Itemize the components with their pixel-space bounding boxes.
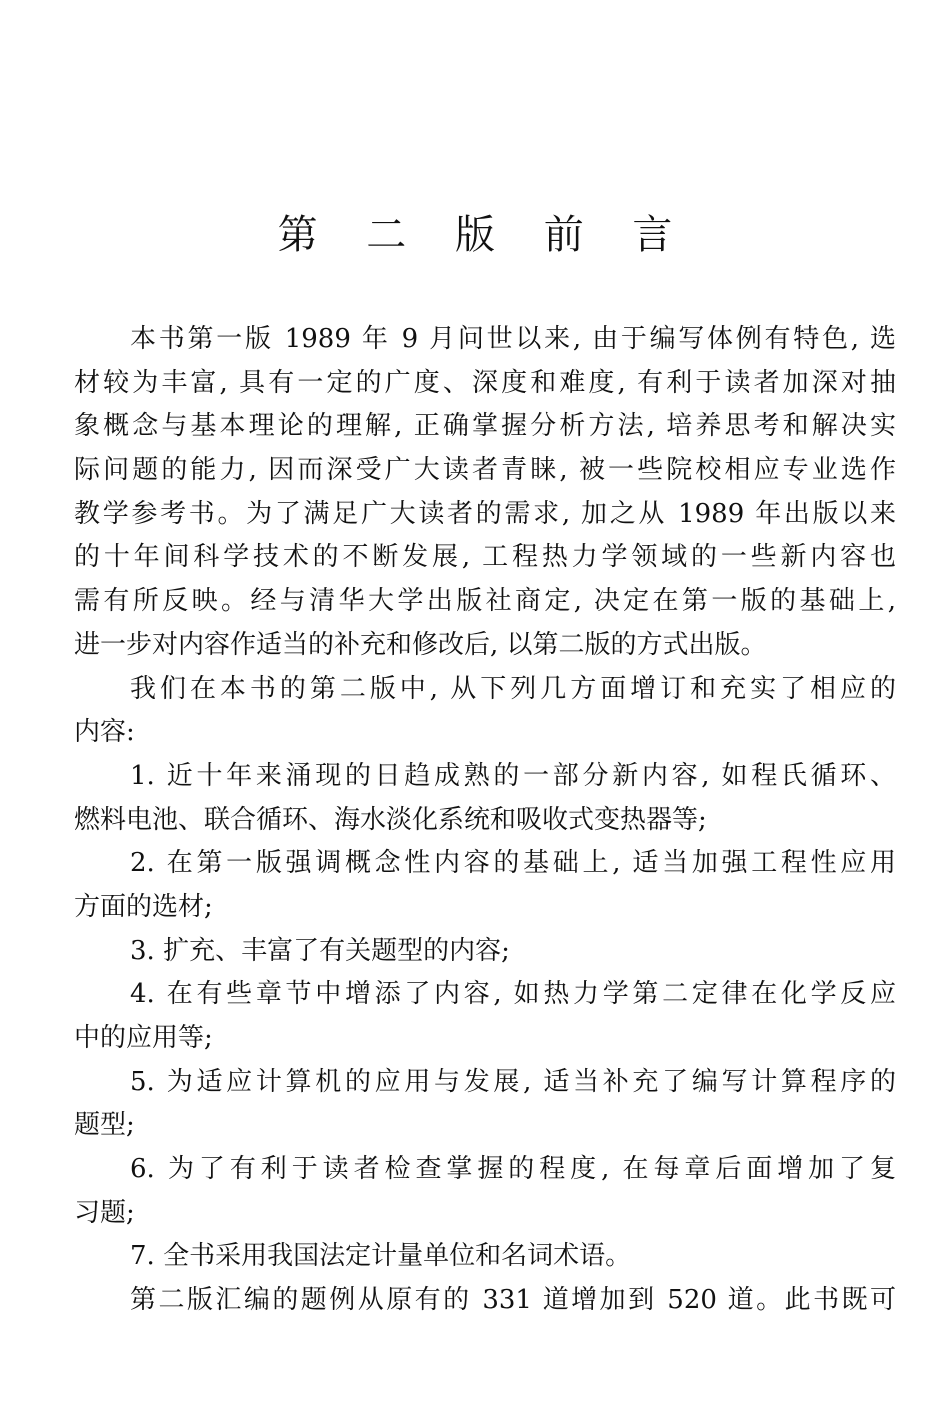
text-line: 2. 在第一版强调概念性内容的基础上, 适当加强工程性应用 [130,848,896,879]
text-line: 的十年间科学技术的不断发展, 工程热力学领域的一些新内容也 [74,542,896,573]
text-line: 际问题的能力, 因而深受广大读者青睐, 被一些院校相应专业选作 [74,455,896,486]
text-line: 材较为丰富, 具有一定的广度、深度和难度, 有利于读者加深对抽 [74,367,896,398]
text-line: 第二版汇编的题例从原有的 331 道增加到 520 道。此书既可 [130,1285,896,1316]
text-line: 本书第一版 1989 年 9 月问世以来, 由于编写体例有特色, 选 [130,324,896,354]
text-line: 象概念与基本理论的理解, 正确掌握分析方法, 培养思考和解决实 [74,411,896,442]
text-line: 燃料电池、联合循环、海水淡化系统和吸收式变热器等; [74,804,707,835]
page-title: 第 二 版 前 言 [277,212,691,258]
text-line: 3. 扩充、丰富了有关题型的内容; [130,935,510,966]
body-text [74,318,896,1323]
text-line: 5. 为适应计算机的应用与发展, 适当补充了编写计算程序的 [130,1066,896,1097]
text-line: 教学参考书。为了满足广大读者的需求, 加之从 1989 年出版以来 [74,498,896,529]
text-line: 1. 近十年来涌现的日趋成熟的一部分新内容, 如程氏循环、 [130,760,896,791]
text-line: 进一步对内容作适当的补充和修改后, 以第二版的方式出版。 [74,629,767,660]
text-line: 我们在本书的第二版中, 从下列几方面增订和充实了相应的 [130,673,896,704]
text-line: 内容: [74,717,135,748]
text-line: 7. 全书采用我国法定计量单位和名词术语。 [130,1241,632,1272]
text-line: 4. 在有些章节中增添了内容, 如热力学第二定律在化学反应 [130,979,896,1010]
text-line: 6. 为了有利于读者检查掌握的程度, 在每章后面增加了复 [130,1154,896,1185]
text-line: 题型; [74,1110,135,1141]
text-line: 中的应用等; [74,1023,213,1053]
text-line: 方面的选材; [74,891,213,922]
text-line: 需有所反映。经与清华大学出版社商定, 决定在第一版的基础上, [74,586,896,617]
text-line: 习题; [74,1197,135,1228]
